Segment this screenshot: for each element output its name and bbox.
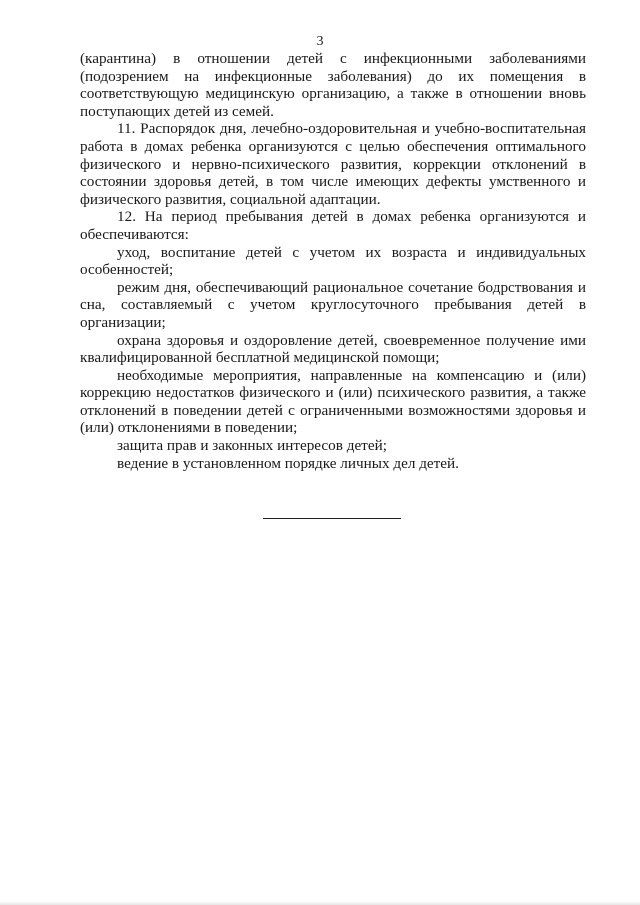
paragraph-item-11: 11. Распорядок дня, лечебно-оздоровительная и учебно-воспитательная работа в домах ребенка организуются с целью обеспечения оптимального физического и нервно-психического развития, коррекции отклонений в состоянии здоровья детей, в том числе имеющих дефекты умственного и физического развития, социальной адаптации. — [80, 120, 586, 208]
document-body — [80, 50, 586, 472]
list-item-daily-regime: режим дня, обеспечивающий рациональное сочетание бодрствования и сна, составляемый с учетом круглосуточного пребывания детей в организации; — [80, 278, 586, 331]
list-item-health-protection: охрана здоровья и оздоровление детей, своевременное получение ими квалифицированной бесплатной медицинской помощи; — [80, 331, 586, 367]
list-item-compensation-measures: необходимые мероприятия, направленные на компенсацию и (или) коррекцию недостатков физического и (или) психического развития, а также отклонений в поведении детей с ограниченными возможностями здоровья и (или) отклонениями в поведении; — [80, 366, 586, 437]
list-item-personal-files: ведение в установленном порядке личных дел детей. — [117, 454, 459, 472]
scan-bottom-edge — [0, 901, 640, 905]
list-item-rights-protection: защита прав и законных интересов детей; — [117, 437, 387, 455]
paragraph-quarantine-continuation: (карантина) в отношении детей с инфекционными заболеваниями (подозрением на инфекционные заболевания) до их помещения в соответствующую медицинскую организацию, а также в отношении вновь поступающих детей из семей. — [80, 50, 586, 120]
paragraph-item-12: 12. На период пребывания детей в домах ребенка организуются и обеспечиваются: — [80, 208, 586, 243]
end-divider-line — [263, 518, 401, 519]
page-number: 3 — [316, 34, 324, 49]
list-item-care: уход, воспитание детей с учетом их возраста и индивидуальных особенностей; — [80, 243, 586, 279]
